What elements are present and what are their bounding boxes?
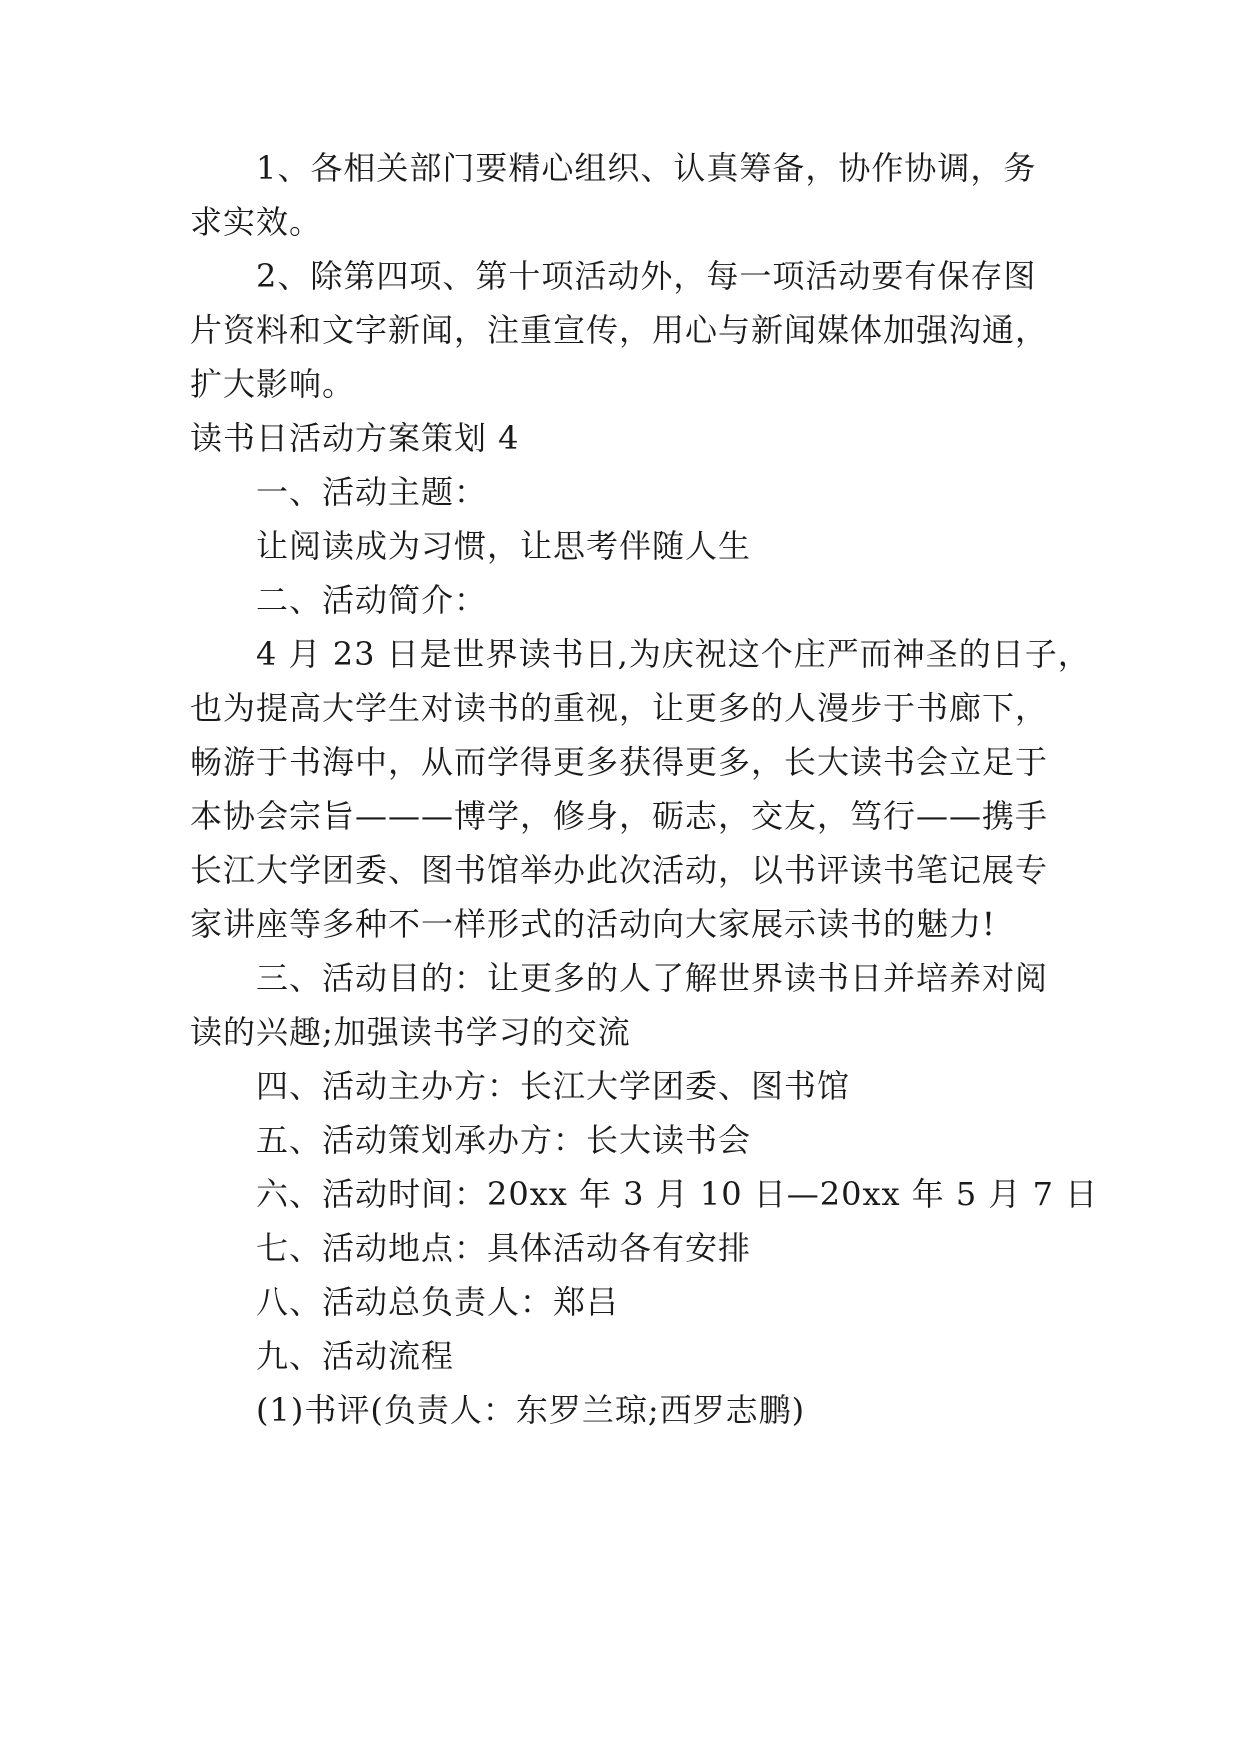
paragraph-line: 二、活动简介： — [256, 581, 488, 619]
paragraph-line: 也为提高大学生对读书的重视，让更多的人漫步于书廊下， — [190, 689, 1049, 727]
paragraph-line: 家讲座等多种不一样形式的活动向大家展示读书的魅力! — [190, 905, 996, 943]
paragraph-line: 求实效。 — [190, 203, 323, 241]
paragraph-line: 一、活动主题： — [256, 473, 488, 511]
paragraph-line: 让阅读成为习惯，让思考伴随人生 — [256, 527, 752, 565]
paragraph-line: 本协会宗旨———博学，修身，砺志，交友，笃行——携手 — [190, 797, 1049, 835]
section-heading: 读书日活动方案策划 4 — [190, 419, 520, 457]
paragraph-line: 八、活动总负责人：郑吕 — [256, 1283, 620, 1321]
paragraph-line: 六、活动时间：20xx 年 3 月 10 日—20xx 年 5 月 7 日 — [256, 1175, 1099, 1213]
paragraph-line: 三、活动目的：让更多的人了解世界读书日并培养对阅 — [256, 959, 1049, 997]
paragraph-line: 七、活动地点：具体活动各有安排 — [256, 1229, 752, 1267]
paragraph-line: 2、除第四项、第十项活动外，每一项活动要有保存图 — [256, 257, 1037, 295]
paragraph-line: 九、活动流程 — [256, 1337, 455, 1375]
paragraph-line: 畅游于书海中，从而学得更多获得更多，长大读书会立足于 — [190, 743, 1049, 781]
paragraph-line: 长江大学团委、图书馆举办此次活动，以书评读书笔记展专 — [190, 851, 1049, 889]
paragraph-line: (1)书评(负责人：东罗兰琼;西罗志鹏) — [256, 1391, 806, 1429]
paragraph-line: 4 月 23 日是世界读书日,为庆祝这个庄严而神圣的日子， — [256, 635, 1091, 673]
paragraph-line: 读的兴趣;加强读书学习的交流 — [190, 1013, 631, 1051]
paragraph-line: 片资料和文字新闻，注重宣传，用心与新闻媒体加强沟通， — [190, 311, 1049, 349]
paragraph-line: 1、各相关部门要精心组织、认真筹备，协作协调，务 — [256, 149, 1037, 187]
paragraph-line: 四、活动主办方：长江大学团委、图书馆 — [256, 1067, 851, 1105]
paragraph-line: 扩大影响。 — [190, 365, 356, 403]
paragraph-line: 五、活动策划承办方：长大读书会 — [256, 1121, 752, 1159]
